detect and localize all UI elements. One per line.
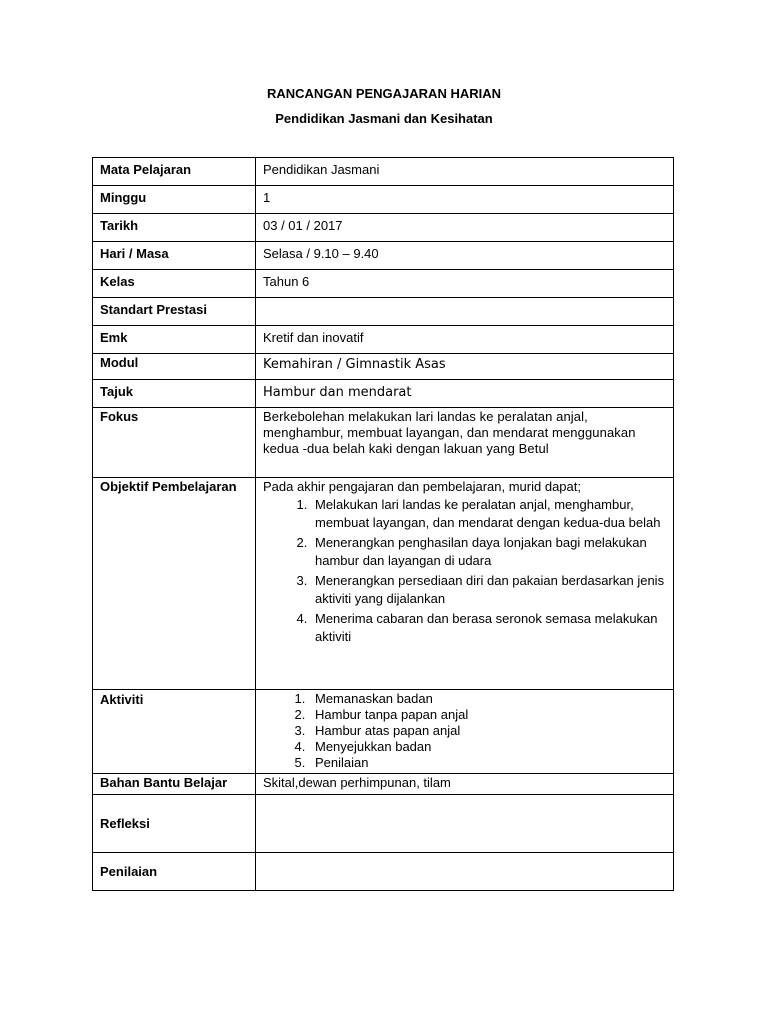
value-aktiviti: [256, 690, 674, 774]
row-tarikh: [93, 214, 674, 242]
value-bahan-bantu-belajar: Skital,dewan perhimpunan, tilam: [256, 774, 674, 795]
value-hari-masa: Selasa / 9.10 – 9.40: [256, 242, 674, 270]
value-mata-pelajaran: Pendidikan Jasmani: [256, 158, 674, 186]
value-tarikh: 03 / 01 / 2017: [256, 214, 674, 242]
objektif-item: 4. Menerima cabaran dan berasa seronok semasa melakukan aktiviti: [311, 610, 667, 646]
objektif-item: 1. Melakukan lari landas ke peralatan anjal, menghambur, membuat layangan, dan mendarat dengan kedua-dua belah: [311, 496, 667, 532]
objektif-list: [263, 496, 667, 646]
label-penilaian: Penilaian: [93, 853, 256, 891]
label-objektif: Objektif Pembelajaran: [93, 478, 256, 690]
objektif-item: 2. Menerangkan penghasilan daya lonjakan bagi melakukan hambur dan layangan di udara: [311, 534, 667, 570]
row-minggu: [93, 186, 674, 214]
label-standart-prestasi: Standart Prestasi: [93, 298, 256, 326]
value-refleksi: [256, 795, 674, 853]
row-objektif: [93, 478, 674, 690]
row-penilaian: [93, 853, 674, 891]
row-fokus: [93, 408, 674, 478]
label-hari-masa: Hari / Masa: [93, 242, 256, 270]
value-modul: Kemahiran / Gimnastik Asas: [256, 354, 674, 380]
aktiviti-list: [263, 691, 667, 771]
document-title: RANCANGAN PENGAJARAN HARIAN: [266, 86, 501, 101]
aktiviti-item: 4. Menyejukkan badan: [309, 739, 667, 755]
value-fokus: Berkebolehan melakukan lari landas ke peralatan anjal, menghambur, membuat layangan, dan mendarat menggunakan kedua -dua belah kaki dengan lakuan yang Betul: [256, 408, 674, 478]
label-fokus: Fokus: [93, 408, 256, 478]
row-hari-masa: [93, 242, 674, 270]
value-objektif: [256, 478, 674, 690]
row-bahan-bantu-belajar: [93, 774, 674, 795]
label-tajuk: Tajuk: [93, 380, 256, 408]
objektif-intro: Pada akhir pengajaran dan pembelajaran, murid dapat;: [263, 479, 581, 494]
lesson-plan-table: [92, 157, 674, 891]
row-mata-pelajaran: [93, 158, 674, 186]
row-kelas: [93, 270, 674, 298]
row-tajuk: [93, 380, 674, 408]
aktiviti-item: 2. Hambur tanpa papan anjal: [309, 707, 667, 723]
document-subtitle: Pendidikan Jasmani dan Kesihatan: [275, 111, 493, 126]
label-kelas: Kelas: [93, 270, 256, 298]
value-kelas: Tahun 6: [256, 270, 674, 298]
label-mata-pelajaran: Mata Pelajaran: [93, 158, 256, 186]
value-tajuk: Hambur dan mendarat: [256, 380, 674, 408]
row-modul: [93, 354, 674, 380]
aktiviti-item: 3. Hambur atas papan anjal: [309, 723, 667, 739]
row-standart-prestasi: [93, 298, 674, 326]
label-minggu: Minggu: [93, 186, 256, 214]
aktiviti-item: 5. Penilaian: [309, 755, 667, 771]
label-emk: Emk: [93, 326, 256, 354]
label-tarikh: Tarikh: [93, 214, 256, 242]
value-emk: Kretif dan inovatif: [256, 326, 674, 354]
value-minggu: 1: [256, 186, 674, 214]
row-emk: [93, 326, 674, 354]
value-penilaian: [256, 853, 674, 891]
label-modul: Modul: [93, 354, 256, 380]
label-aktiviti: Aktiviti: [93, 690, 256, 774]
objektif-item: 3. Menerangkan persediaan diri dan pakaian berdasarkan jenis aktiviti yang dijalankan: [311, 572, 667, 608]
value-standart-prestasi: [256, 298, 674, 326]
label-bahan-bantu-belajar: Bahan Bantu Belajar: [93, 774, 256, 795]
label-refleksi: Refleksi: [93, 795, 256, 853]
row-refleksi: [93, 795, 674, 853]
aktiviti-item: 1. Memanaskan badan: [309, 691, 667, 707]
row-aktiviti: [93, 690, 674, 774]
